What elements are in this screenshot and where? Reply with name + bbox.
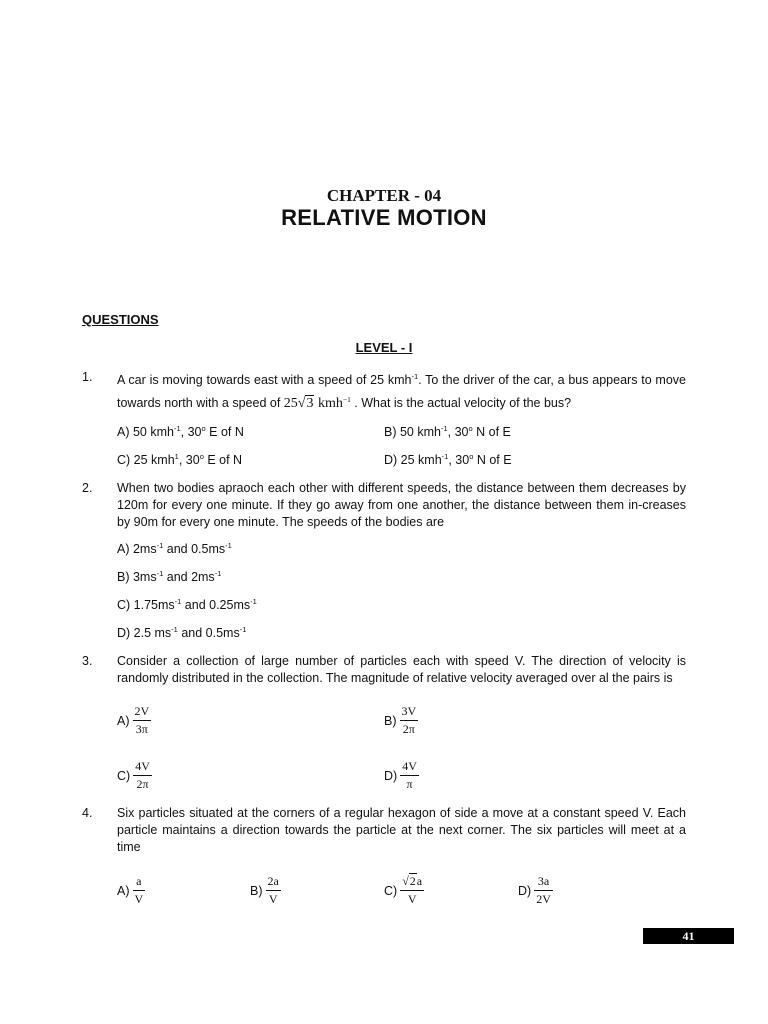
question-3-option-c[interactable]: C) $\frac{4V}{2\pi}$ — [117, 759, 150, 791]
question-1-number: 1. — [82, 370, 93, 384]
question-4-number: 4. — [82, 806, 93, 820]
fraction: $\frac{a}{V}$ — [134, 874, 144, 906]
section-heading: QUESTIONS — [82, 312, 159, 327]
question-4-option-c[interactable]: C) $\frac{√2a}{V}$ — [384, 874, 423, 906]
question-1-option-b[interactable]: B) 50 kmh$^{-1}$, 30$^o$ N of E — [384, 424, 511, 439]
question-4-option-d[interactable]: D) $\frac{3a}{2V}$ — [518, 874, 551, 906]
question-3-text: Consider a collection of large number of particles each with speed V. The direction of velocity is randomly distributed in the collection. The magnitude of relative velocity averaged over al the pairs is — [117, 654, 686, 685]
question-1-option-c[interactable]: C) 25 kmh$^1$, 30$^o$ E of N — [117, 452, 243, 467]
question-2-option-d[interactable]: D) 2.5 $ms^{-1}$ and $0.5ms^{-1}$ — [117, 625, 247, 640]
question-2-number: 2. — [82, 481, 93, 495]
question-3-option-a[interactable]: A) $\frac{2V}{3\pi}$ — [117, 704, 150, 736]
fraction: $\frac{4V}{\pi}$ — [402, 759, 417, 791]
fraction: $\frac{2a}{V}$ — [267, 874, 279, 906]
question-2-option-b[interactable]: B) $3ms^{-1}$ and $2ms^{-1}$ — [117, 569, 222, 584]
fraction: $\frac{4V}{2\pi}$ — [135, 759, 150, 791]
question-3-option-d[interactable]: D) $\frac{4V}{\pi}$ — [384, 759, 417, 791]
question-2-text: When two bodies apraoch each other with different speeds, the distance between them decreases by 120m for every one minute. If they go away from one another, the distance between them in-creases by 90m for every one minute. The speeds of the bodies are — [117, 481, 686, 529]
fraction: $\frac{2V}{3\pi}$ — [134, 704, 150, 736]
chapter-title: RELATIVE MOTION — [281, 205, 487, 230]
question-4-text: Six particles situated at the corners of a regular hexagon of side a move at a constant speed V. Each particle maintains a direction towards the particle at the next corner. The six particles will meet at a time — [117, 806, 686, 854]
question-3-option-b[interactable]: B) $\frac{3V}{2\pi}$ — [384, 704, 417, 736]
question-3-number: 3. — [82, 654, 93, 668]
chapter-number: CHAPTER - 04 — [326, 186, 442, 205]
question-1-text: A car is moving towards east with a speed of 25 kmh$^{-1}$. To the driver of the car, a bus appears to move towards north with a speed of 25√3 kmh$^{-1}$ . What is the actual velocity of the bus? — [117, 372, 686, 411]
question-4-option-b[interactable]: B) $\frac{2a}{V}$ — [250, 874, 279, 906]
fraction: $\frac{√2a}{V}$ — [402, 874, 423, 906]
question-2-option-a[interactable]: A) $2ms^{-1}$ and $0.5ms^{-1}$ — [117, 541, 232, 556]
question-2-option-c[interactable]: C) $1.75ms^{-1}$ and $0.25ms^{-1}$ — [117, 597, 257, 612]
page-number: 41 — [643, 928, 734, 944]
level-heading: LEVEL - I — [355, 340, 413, 355]
speed-expression: 25√3 kmh$^{-1}$ — [283, 395, 351, 411]
fraction: $\frac{3a}{2V}$ — [536, 874, 551, 906]
question-1-option-d[interactable]: D) 25 kmh$^{-1}$, 30$^o$ N of E — [384, 452, 512, 467]
question-1-option-a[interactable]: A) 50 kmh$^{-1}$, 30$^o$ E of N — [117, 424, 244, 439]
question-4-option-a[interactable]: A) $\frac{a}{V}$ — [117, 874, 144, 906]
fraction: $\frac{3V}{2\pi}$ — [401, 704, 417, 736]
